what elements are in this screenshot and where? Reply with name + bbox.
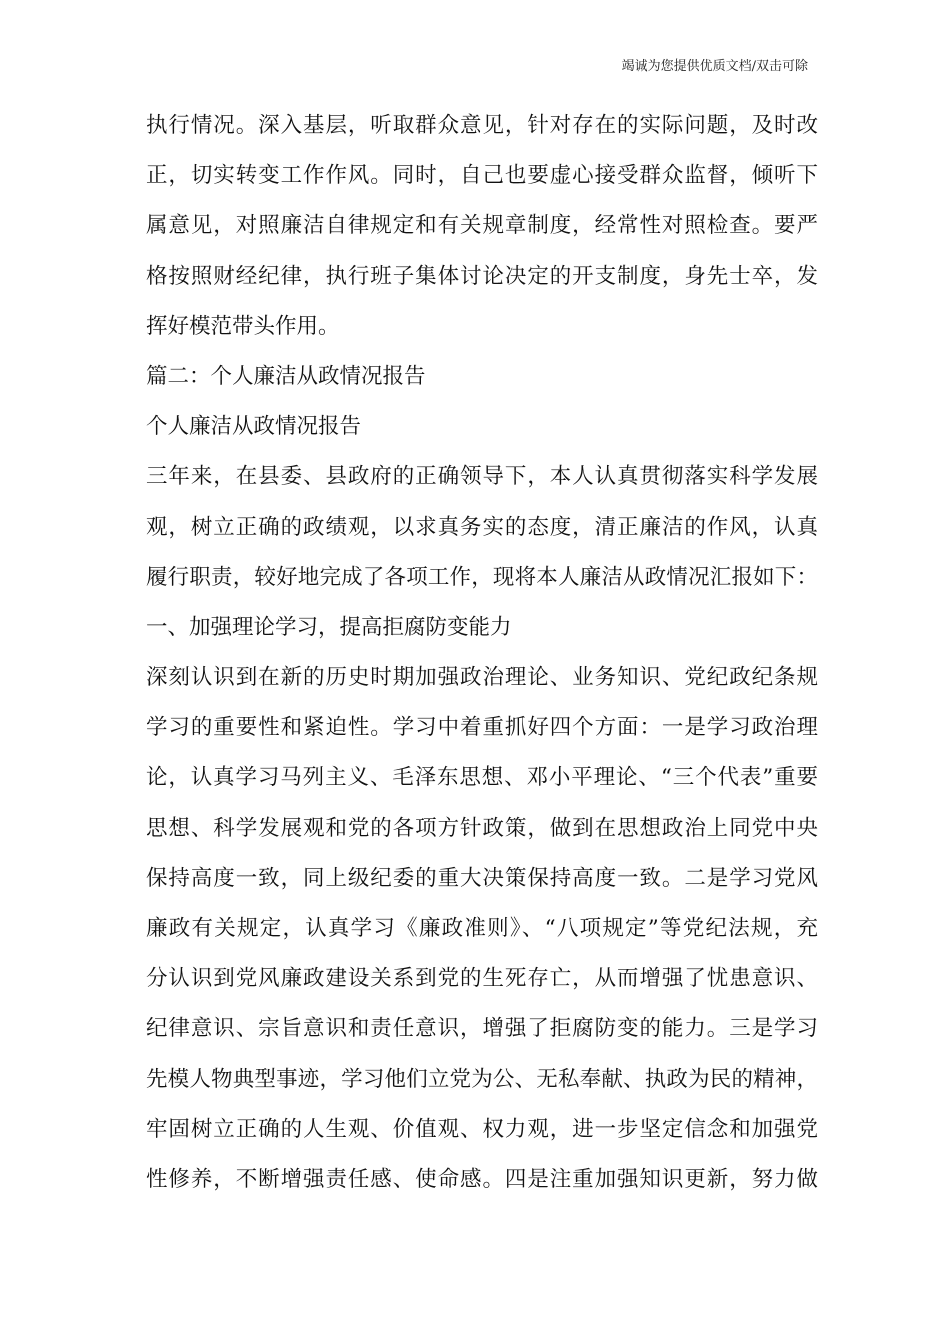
text-line: 学习的重要性和紧迫性。学习中着重抓好四个方面：一是学习政治理 <box>146 715 818 741</box>
text-line: 性修养，不断增强责任感、使命感。四是注重加强知识更新，努力做 <box>146 1166 818 1192</box>
text-line: 深刻认识到在新的历史时期加强政治理论、业务知识、党纪政纪条规 <box>146 665 818 691</box>
text-line: 挥好模范带头作用。 <box>146 313 340 339</box>
text-line: 篇二：个人廉洁从政情况报告 <box>146 363 426 389</box>
text-line: 属意见，对照廉洁自律规定和有关规章制度，经常性对照检查。要严 <box>146 213 818 239</box>
page-header-text: 竭诚为您提供优质文档/双击可除 <box>621 59 808 74</box>
text-line: 思想、科学发展观和党的各项方针政策，做到在思想政治上同党中央 <box>146 815 818 841</box>
text-line: 论，认真学习马列主义、毛泽东思想、邓小平理论、“三个代表”重要 <box>146 765 818 791</box>
text-line: 分认识到党风廉政建设关系到党的生死存亡，从而增强了忧患意识、 <box>146 966 818 992</box>
text-line: 纪律意识、宗旨意识和责任意识，增强了拒腐防变的能力。三是学习 <box>146 1016 818 1042</box>
text-line: 牢固树立正确的人生观、价值观、权力观，进一步坚定信念和加强党 <box>146 1116 818 1142</box>
text-line: 一、加强理论学习，提高拒腐防变能力 <box>146 614 512 640</box>
text-line: 三年来，在县委、县政府的正确领导下，本人认真贯彻落实科学发展 <box>146 464 818 490</box>
text-line: 廉政有关规定，认真学习《廉政准则》、“八项规定”等党纪法规，充 <box>146 916 818 941</box>
text-line: 正，切实转变工作作风。同时，自己也要虚心接受群众监督，倾听下 <box>146 163 818 189</box>
text-line: 先模人物典型事迹，学习他们立党为公、无私奉献、执政为民的精神， <box>146 1066 818 1092</box>
document-body <box>146 101 818 1205</box>
text-line: 执行情况。深入基层，听取群众意见，针对存在的实际问题，及时改 <box>146 113 818 138</box>
text-line: 个人廉洁从政情况报告 <box>146 414 362 440</box>
text-line: 履行职责，较好地完成了各项工作，现将本人廉洁从政情况汇报如下： <box>146 564 818 590</box>
text-line: 观，树立正确的政绩观，以求真务实的态度，清正廉洁的作风，认真 <box>146 514 818 540</box>
text-line: 保持高度一致，同上级纪委的重大决策保持高度一致。二是学习党风 <box>146 865 818 891</box>
text-line: 格按照财经纪律，执行班子集体讨论决定的开支制度，身先士卒，发 <box>146 263 818 289</box>
